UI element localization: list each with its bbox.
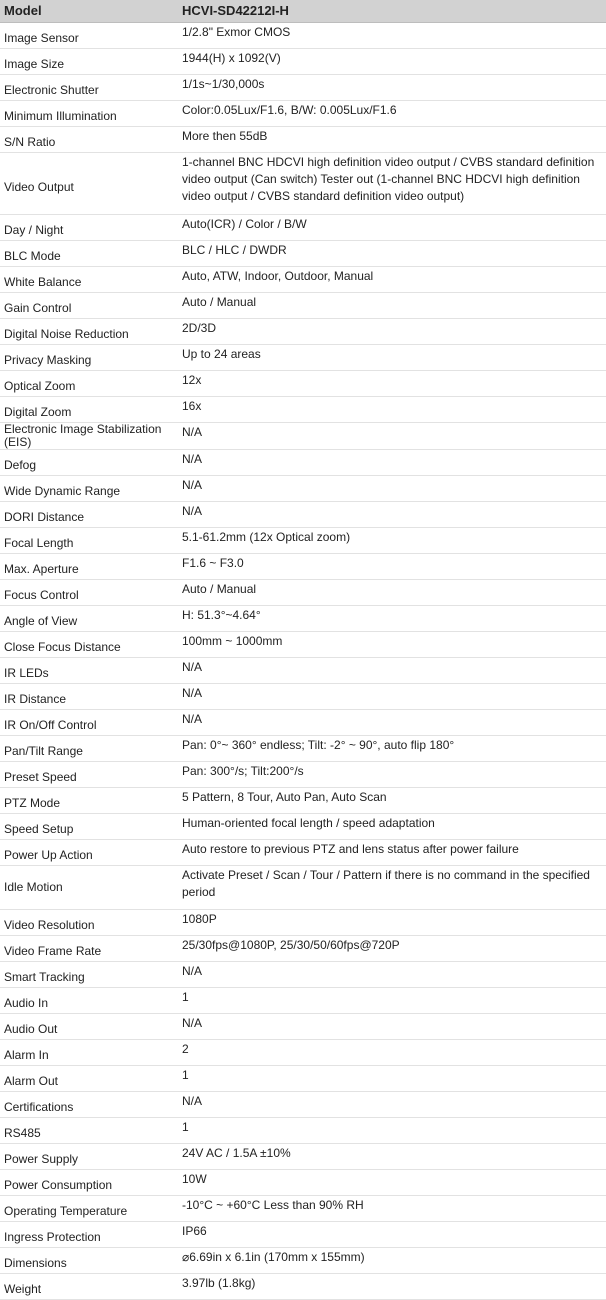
table-row: [0, 215, 606, 241]
spec-label: Audio Out: [0, 1014, 178, 1040]
spec-label: Smart Tracking: [0, 962, 178, 988]
spec-value: Color:0.05Lux/F1.6, B/W: 0.005Lux/F1.6: [178, 101, 606, 127]
spec-value: 1944(H) x 1092(V): [178, 49, 606, 75]
table-row: [0, 397, 606, 423]
spec-label: Wide Dynamic Range: [0, 476, 178, 502]
spec-value: H: 51.3°~4.64°: [178, 606, 606, 632]
spec-label: BLC Mode: [0, 241, 178, 267]
table-row: [0, 1170, 606, 1196]
spec-label: Alarm In: [0, 1040, 178, 1066]
table-row: [0, 962, 606, 988]
spec-label: IR On/Off Control: [0, 710, 178, 736]
spec-label: Angle of View: [0, 606, 178, 632]
spec-value: Auto / Manual: [178, 293, 606, 319]
spec-value: 5.1-61.2mm (12x Optical zoom): [178, 528, 606, 554]
spec-value: 3.97lb (1.8kg): [178, 1274, 606, 1300]
table-row: [0, 75, 606, 101]
table-row: [0, 127, 606, 153]
table-row: [0, 910, 606, 936]
table-row: [0, 101, 606, 127]
table-row: [0, 319, 606, 345]
table-row: [0, 153, 606, 215]
spec-value: Up to 24 areas: [178, 345, 606, 371]
spec-label-text: Electronic Image Stabilization (EIS): [4, 422, 162, 449]
spec-label: Ingress Protection: [0, 1222, 178, 1248]
table-row: [0, 241, 606, 267]
spec-value: 1: [178, 1118, 606, 1144]
table-row: [0, 1066, 606, 1092]
table-row: [0, 476, 606, 502]
spec-label: PTZ Mode: [0, 788, 178, 814]
spec-value: N/A: [178, 502, 606, 528]
spec-label: Video Frame Rate: [0, 936, 178, 962]
spec-value: Auto, ATW, Indoor, Outdoor, Manual: [178, 267, 606, 293]
spec-value: ⌀6.69in x 6.1in (170mm x 155mm): [178, 1248, 606, 1274]
spec-label: Image Sensor: [0, 23, 178, 49]
spec-value: Pan: 300°/s; Tilt:200°/s: [178, 762, 606, 788]
spec-label: Digital Zoom: [0, 397, 178, 423]
spec-value: N/A: [178, 1092, 606, 1118]
table-row: [0, 788, 606, 814]
spec-value: 5 Pattern, 8 Tour, Auto Pan, Auto Scan: [178, 788, 606, 814]
table-row: [0, 1040, 606, 1066]
spec-value: 1: [178, 1066, 606, 1092]
spec-label: Certifications: [0, 1092, 178, 1118]
spec-value: -10°C ~ +60°C Less than 90% RH: [178, 1196, 606, 1222]
spec-value: N/A: [178, 476, 606, 502]
spec-label: Audio In: [0, 988, 178, 1014]
table-row: [0, 1014, 606, 1040]
spec-value: IP66: [178, 1222, 606, 1248]
spec-label: Focal Length: [0, 528, 178, 554]
table-row: [0, 1118, 606, 1144]
spec-label: Focus Control: [0, 580, 178, 606]
table-row: [0, 528, 606, 554]
table-row: [0, 684, 606, 710]
table-row: [0, 1274, 606, 1300]
table-row: [0, 814, 606, 840]
spec-value: N/A: [178, 423, 606, 450]
spec-label: Power Supply: [0, 1144, 178, 1170]
spec-label: Weight: [0, 1274, 178, 1300]
table-row: [0, 267, 606, 293]
table-row: [0, 632, 606, 658]
spec-label: DORI Distance: [0, 502, 178, 528]
spec-value: N/A: [178, 450, 606, 476]
spec-value: N/A: [178, 684, 606, 710]
spec-label: RS485: [0, 1118, 178, 1144]
spec-value: F1.6 ~ F3.0: [178, 554, 606, 580]
table-row: [0, 23, 606, 49]
spec-label: Digital Noise Reduction: [0, 319, 178, 345]
table-row: [0, 1222, 606, 1248]
spec-label: S/N Ratio: [0, 127, 178, 153]
spec-value: 1080P: [178, 910, 606, 936]
spec-label: IR LEDs: [0, 658, 178, 684]
spec-value: Auto(ICR) / Color / B/W: [178, 215, 606, 241]
spec-label: Gain Control: [0, 293, 178, 319]
spec-label: Privacy Masking: [0, 345, 178, 371]
spec-label: Electronic Shutter: [0, 75, 178, 101]
spec-label: [0, 423, 178, 450]
spec-value: More then 55dB: [178, 127, 606, 153]
table-row: [0, 840, 606, 866]
spec-label: Video Resolution: [0, 910, 178, 936]
spec-label: Alarm Out: [0, 1066, 178, 1092]
spec-value: Activate Preset / Scan / Tour / Pattern if there is no command in the specified period: [178, 866, 606, 910]
spec-label: Max. Aperture: [0, 554, 178, 580]
table-row: [0, 736, 606, 762]
table-row: [0, 371, 606, 397]
spec-label: Idle Motion: [0, 866, 178, 910]
spec-value: N/A: [178, 962, 606, 988]
spec-value: 12x: [178, 371, 606, 397]
spec-value: 10W: [178, 1170, 606, 1196]
spec-label: Pan/Tilt Range: [0, 736, 178, 762]
spec-label: Close Focus Distance: [0, 632, 178, 658]
spec-label: Image Size: [0, 49, 178, 75]
spec-label: Dimensions: [0, 1248, 178, 1274]
spec-value: 100mm ~ 1000mm: [178, 632, 606, 658]
spec-label: White Balance: [0, 267, 178, 293]
header-model-value: HCVI-SD42212I-H: [178, 0, 606, 23]
table-row: [0, 580, 606, 606]
table-row: [0, 49, 606, 75]
spec-value: 2: [178, 1040, 606, 1066]
spec-value: 1/1s~1/30,000s: [178, 75, 606, 101]
spec-value: 1: [178, 988, 606, 1014]
spec-value: 25/30fps@1080P, 25/30/50/60fps@720P: [178, 936, 606, 962]
spec-value: N/A: [178, 710, 606, 736]
spec-value: N/A: [178, 1014, 606, 1040]
table-header-row: [0, 0, 606, 23]
spec-value: Auto / Manual: [178, 580, 606, 606]
table-row: [0, 606, 606, 632]
table-row: [0, 1196, 606, 1222]
spec-value: 24V AC / 1.5A ±10%: [178, 1144, 606, 1170]
spec-value: N/A: [178, 658, 606, 684]
spec-label: Power Up Action: [0, 840, 178, 866]
spec-label: IR Distance: [0, 684, 178, 710]
table-row: [0, 936, 606, 962]
spec-label: Speed Setup: [0, 814, 178, 840]
spec-value: BLC / HLC / DWDR: [178, 241, 606, 267]
spec-label: Defog: [0, 450, 178, 476]
table-row: [0, 866, 606, 910]
table-row: [0, 502, 606, 528]
spec-label: Minimum Illumination: [0, 101, 178, 127]
spec-label: Preset Speed: [0, 762, 178, 788]
table-row: [0, 345, 606, 371]
table-row: [0, 554, 606, 580]
spec-value: 16x: [178, 397, 606, 423]
table-row: [0, 293, 606, 319]
table-row: [0, 423, 606, 450]
table-row: [0, 762, 606, 788]
header-label: Model: [0, 0, 178, 23]
table-row: [0, 710, 606, 736]
table-row: [0, 450, 606, 476]
spec-value: 1-channel BNC HDCVI high definition video output / CVBS standard definition video output (Can switch) Tester out (1-channel BNC HDCVI high definition video output / CVBS standard definition video output): [178, 153, 606, 215]
table-row: [0, 1092, 606, 1118]
spec-label: Day / Night: [0, 215, 178, 241]
spec-value: Pan: 0°~ 360° endless; Tilt: -2° ~ 90°, auto flip 180°: [178, 736, 606, 762]
spec-label: Operating Temperature: [0, 1196, 178, 1222]
table-row: [0, 988, 606, 1014]
spec-label: Optical Zoom: [0, 371, 178, 397]
table-row: [0, 1248, 606, 1274]
spec-label: Power Consumption: [0, 1170, 178, 1196]
spec-label: Video Output: [0, 153, 178, 215]
table-row: [0, 658, 606, 684]
spec-value: 2D/3D: [178, 319, 606, 345]
table-row: [0, 1144, 606, 1170]
spec-value: Auto restore to previous PTZ and lens status after power failure: [178, 840, 606, 866]
spec-value: 1/2.8" Exmor CMOS: [178, 23, 606, 49]
spec-value: Human-oriented focal length / speed adaptation: [178, 814, 606, 840]
